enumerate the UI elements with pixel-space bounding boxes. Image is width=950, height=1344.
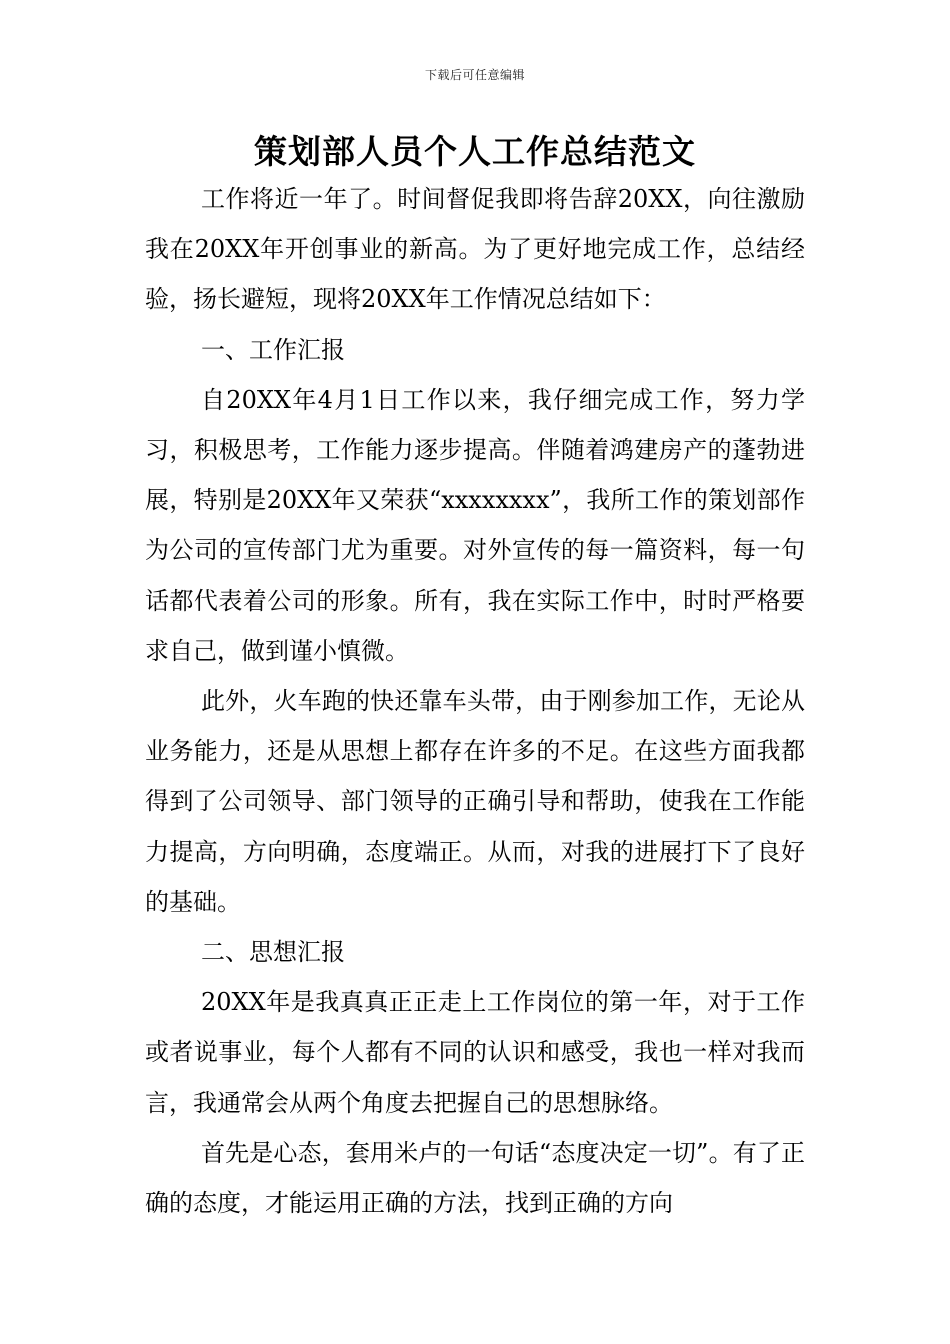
section-heading-work-report: 一、工作汇报 [201, 335, 345, 364]
document-body [145, 174, 805, 1228]
work-report-paragraph: 自20XX年4月1日工作以来，我仔细完成工作，努力学习，积极思考，工作能力逐步提高。伴随着鸿建房产的蓬勃进展，特别是20XX年又荣获“xxxxxxxx”，我所工作的策划部作为公司的宣传部门尤为重要。对外宣传的每一篇资料，每一句话都代表着公司的形象。所有，我在实际工作中，时时严格要求自己，做到谨小慎微。 [145, 385, 805, 665]
support-paragraph: 此外，火车跑的快还靠车头带，由于刚参加工作，无论从业务能力，还是从思想上都存在许多的不足。在这些方面我都得到了公司领导、部门领导的正确引导和帮助，使我在工作能力提高，方向明确，态度端正。从而，对我的进展打下了良好的基础。 [145, 687, 805, 916]
attitude-paragraph: 首先是心态，套用米卢的一句话“态度决定一切”。有了正确的态度，才能运用正确的方法，找到正确的方向 [145, 1138, 805, 1218]
header-note: 下载后可任意编辑 [424, 68, 525, 82]
thought-report-paragraph: 20XX年是我真真正正走上工作岗位的第一年，对于工作或者说事业，每个人都有不同的认识和感受，我也一样对我而言，我通常会从两个角度去把握自己的思想脉络。 [145, 988, 805, 1117]
section-heading-thought-report: 二、思想汇报 [201, 938, 345, 967]
document-title: 策划部人员个人工作总结范文 [254, 132, 696, 171]
intro-paragraph: 工作将近一年了。时间督促我即将告辞20XX，向往激励我在20XX年开创事业的新高。为了更好地完成工作，总结经验，扬长避短，现将20XX年工作情况总结如下： [145, 185, 805, 314]
